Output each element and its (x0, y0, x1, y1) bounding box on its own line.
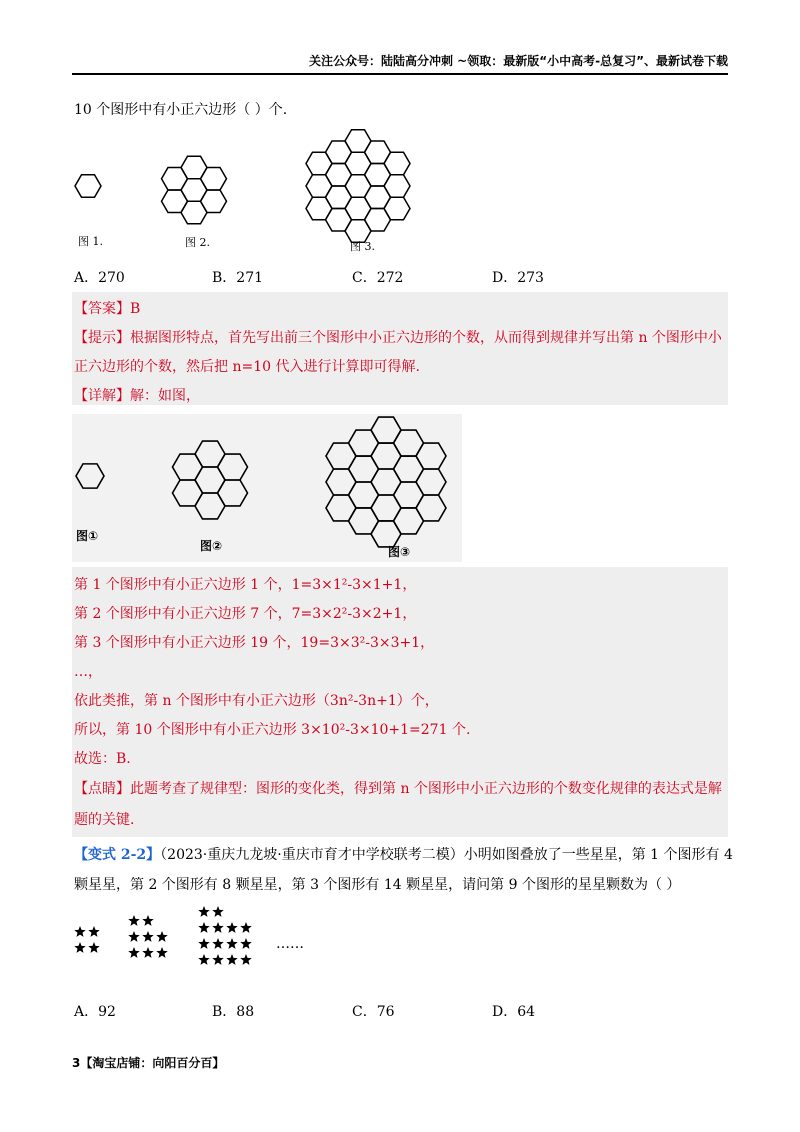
hexagon-cell (75, 175, 101, 198)
step-2: 第 2 个图形中有小正六边形 7 个，7=3×2²-3×2+1， (74, 606, 417, 622)
answer-figure-label-1: 图① (76, 529, 99, 543)
star-figures (70, 900, 330, 980)
answer-hexagon-cell (416, 443, 446, 469)
hint-line-1 (74, 328, 722, 348)
option-c[interactable]: C．272 (352, 270, 404, 286)
answer-line (74, 299, 140, 319)
question2-stem-1: （2023·重庆九龙坡·重庆市育才中学校联考二模）小明如图叠放了一些星星，第 1 个图形有 4 (160, 847, 733, 863)
star-icon (198, 922, 209, 933)
option-a[interactable]: A．270 (74, 270, 125, 286)
step-ellipsis: …， (74, 664, 102, 680)
star-icon (128, 915, 139, 926)
star-ellipsis: …… (276, 936, 304, 952)
hint-line-2: 正六边形的个数，然后把 n=10 代入进行计算即可得解. (74, 359, 420, 375)
q2-option-b[interactable]: B．88 (212, 1004, 255, 1020)
star-icon (88, 942, 99, 953)
option-d[interactable]: D．273 (492, 270, 544, 286)
star-icon (142, 947, 153, 958)
hexagon-cell (384, 152, 410, 175)
variant-tag: 【变式 2-2】 (74, 847, 161, 863)
figure-label-3: 图 3. (350, 240, 375, 253)
star-icon (226, 954, 237, 965)
star-icon (198, 938, 209, 949)
detail-line (74, 386, 200, 406)
q2-option-a[interactable]: A．92 (74, 1004, 116, 1020)
answer-hexagon-cell (218, 454, 248, 480)
star-icon (142, 915, 153, 926)
answer-figure-label-3: 图③ (388, 545, 411, 559)
result-line: 所以，第 10 个图形中有小正六边形 3×10²-3×10+1=271 个. (74, 722, 471, 738)
detail-intro: 解：如图， (130, 388, 200, 404)
general-formula: 依此类推，第 n 个图形中有小正六边形（3n²-3n+1）个， (74, 693, 439, 709)
answer-hexagon-cell (416, 469, 446, 495)
step-3: 第 3 个图形中有小正六边形 19 个，19=3×3²-3×3+1， (74, 635, 435, 651)
hexagon-figures (70, 120, 430, 260)
star-icon (156, 931, 167, 942)
star-icon (226, 922, 237, 933)
comment-line-2: 题的关键. (74, 812, 135, 828)
question-stem: 10 个图形中有小正六边形（ ）个. (74, 102, 288, 118)
hexagon-cell (201, 167, 227, 190)
option-b[interactable]: B．271 (212, 270, 264, 286)
star-icon (128, 947, 139, 958)
answer-hexagon-cell (76, 464, 104, 488)
step-1: 第 1 个图形中有小正六边形 1 个，1=3×1²-3×1+1， (74, 577, 417, 593)
page-header: 关注公众号：陆陆高分冲刺 ~领取：最新版“小中高考-总复习”、最新试卷下载 (309, 54, 728, 68)
figure-label-1: 图 1. (78, 235, 103, 248)
header-rule (72, 73, 728, 75)
star-icon (198, 954, 209, 965)
hexagon-cell (384, 175, 410, 198)
answer-figure-label-2: 图② (200, 539, 223, 553)
answer-hexagon-cell (416, 495, 446, 521)
comment-text-1: 此题考查了规律型：图形的变化类，得到第 n 个图形中小正六边形的个数变化规律的表达式是解 (130, 781, 722, 797)
page-footer: 3【淘宝店铺：向阳百分百】 (72, 1056, 225, 1070)
comment-line-1 (74, 779, 722, 799)
hexagon-cell (384, 197, 410, 220)
star-icon (198, 906, 209, 917)
star-icon (74, 942, 85, 953)
q2-option-c[interactable]: C．76 (352, 1004, 395, 1020)
q2-option-d[interactable]: D．64 (492, 1004, 536, 1020)
hint-tag: 【提示】 (74, 330, 130, 346)
star-icon (240, 938, 251, 949)
star-icon (240, 954, 251, 965)
figure-label-2: 图 2. (185, 236, 210, 249)
star-icon (212, 954, 223, 965)
answer-hexagon-figures (72, 414, 462, 562)
hint-text-1: 根据图形特点，首先写出前三个图形中小正六边形的个数，从而得到规律并写出第 n 个图形中小 (130, 330, 722, 346)
star-icon (212, 922, 223, 933)
answer-tag: 【答案】 (74, 301, 130, 317)
detail-tag: 【详解】 (74, 388, 130, 404)
choice-line: 故选：B. (74, 751, 131, 767)
star-icon (128, 931, 139, 942)
star-icon (88, 926, 99, 937)
star-icon (226, 938, 237, 949)
star-icon (212, 938, 223, 949)
star-icon (156, 947, 167, 958)
question2-line-2: 颗星星，第 2 个图形有 8 颗星星，第 3 个图形有 14 颗星星，请问第 9 个图形的星星颗数为（ ） (74, 877, 681, 893)
comment-tag: 【点睛】 (74, 781, 130, 797)
answer-value: B (130, 301, 141, 317)
star-icon (240, 922, 251, 933)
answer-hexagon-cell (218, 480, 248, 506)
hexagon-cell (201, 190, 227, 213)
star-icon (142, 931, 153, 942)
star-icon (212, 906, 223, 917)
star-icon (74, 926, 85, 937)
question2-line-1 (74, 845, 733, 865)
